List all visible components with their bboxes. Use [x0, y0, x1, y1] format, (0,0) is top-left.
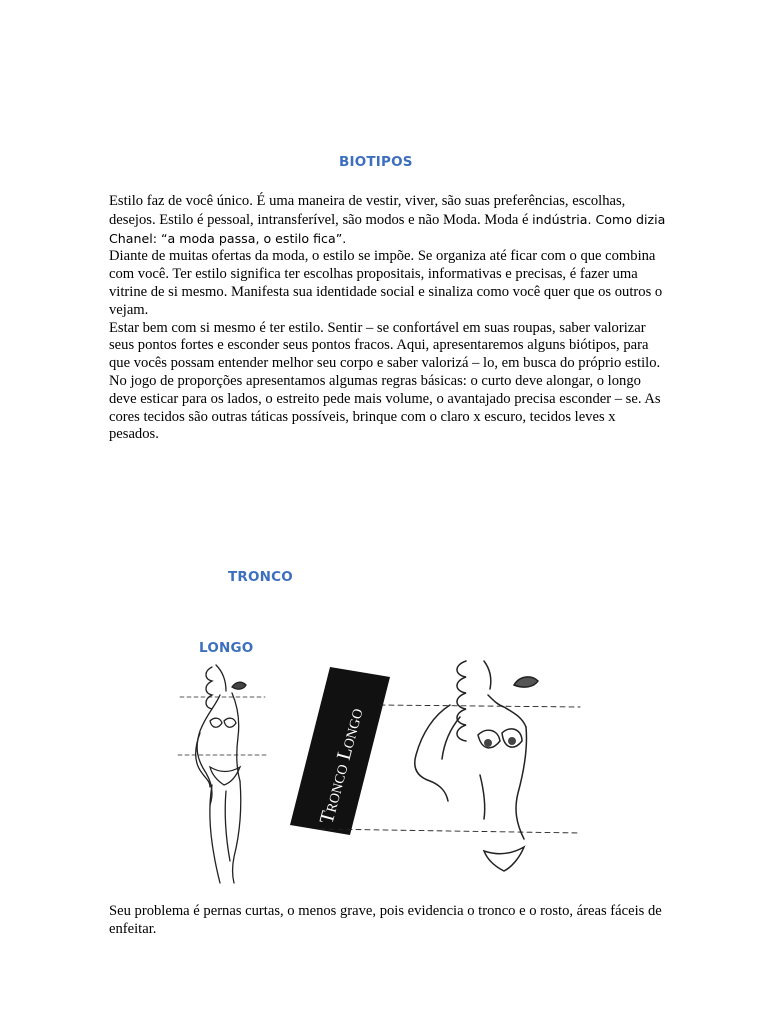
paragraph-estilo-text: Estilo faz de você único. É uma maneira de vestir, viver, são suas preferências, escolhas, desejos. Estilo é pessoal, intransferível, são modos e não Moda. Moda é [109, 193, 626, 228]
chanel-quote: indústria. Como dizia Chanel: “a moda passa, o estilo fica”. [109, 211, 666, 246]
paragraph-bem-estar: Estar bem com si mesmo é ter estilo. Sentir – se confortável em suas roupas, saber valorizar seus pontos fortes e esconder seus pontos fracos. Aqui, apresentaremos alguns biótipos, para que vocês possam entender melhor seu corpo e saber valorizá – lo, em busca do próprio estilo. [109, 319, 661, 372]
paragraph-estilo [109, 193, 669, 248]
intro-text [109, 193, 669, 444]
caption-text: Seu problema é pernas curtas, o menos grave, pois evidencia o tronco e o rosto, áreas fáceis de enfeitar. [109, 903, 662, 937]
paragraph-ofertas: Diante de muitas ofertas da moda, o estilo se impõe. Se organiza até ficar com o que combina com você. Ter estilo significa ter escolhas propositais, informativas e precisas, é fazer uma vitrine de si mesmo. Manifesta sua identidade social e sinaliza como você quer que os outros o vejam. [109, 248, 663, 318]
banner-label: Tronco Longo [315, 705, 368, 827]
subsection-heading-longo: LONGO [199, 640, 254, 656]
section-heading-tronco: TRONCO [228, 569, 293, 585]
tronco-longo-illustration [150, 655, 590, 885]
paragraph-proporcoes: No jogo de proporções apresentamos algumas regras básicas: o curto deve alongar, o longo deve esticar para os lados, o estreito pede mais volume, o avantajado precisa esconder – se. As cores tecidos são outras táticas possíveis, brinque com o claro x escuro, tecidos leves x pesados. [109, 372, 661, 443]
title-biotipos: BIOTIPOS [339, 154, 413, 170]
small-figure-sketch [178, 665, 268, 883]
tronco-longo-banner [290, 667, 390, 835]
